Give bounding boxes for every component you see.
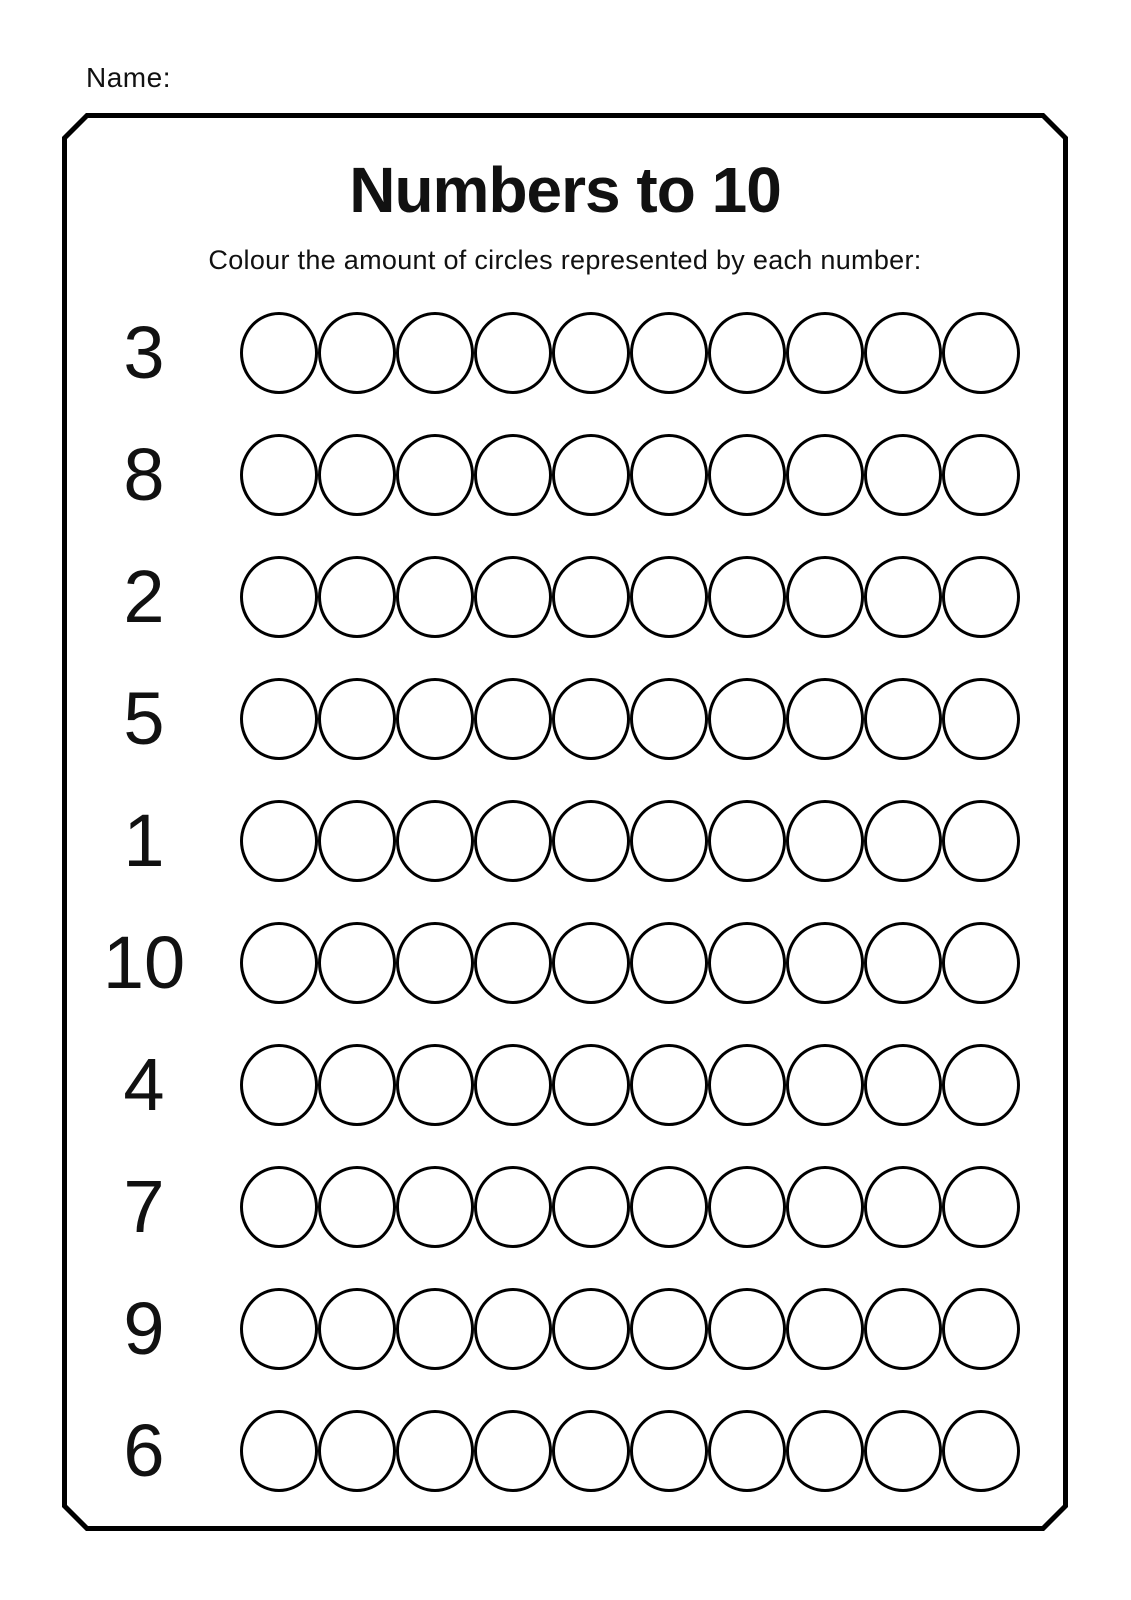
circle-strip (240, 434, 1020, 516)
colorable-circle[interactable] (474, 922, 552, 1004)
colorable-circle[interactable] (474, 556, 552, 638)
colorable-circle[interactable] (786, 1288, 864, 1370)
instruction-text: Colour the amount of circles represented by each number: (208, 245, 922, 275)
colorable-circle[interactable] (864, 1288, 942, 1370)
worksheet-row (62, 1410, 1068, 1492)
colorable-circle[interactable] (708, 312, 786, 394)
colorable-circle[interactable] (630, 312, 708, 394)
colorable-circle[interactable] (396, 1410, 474, 1492)
colorable-circle[interactable] (318, 312, 396, 394)
colorable-circle[interactable] (396, 800, 474, 882)
worksheet-frame (62, 113, 1068, 1531)
colorable-circle[interactable] (864, 312, 942, 394)
colorable-circle[interactable] (396, 678, 474, 760)
worksheet-row (62, 434, 1068, 516)
colorable-circle[interactable] (474, 1044, 552, 1126)
colorable-circle[interactable] (864, 800, 942, 882)
colorable-circle[interactable] (318, 1288, 396, 1370)
worksheet-rows (62, 312, 1068, 1492)
colorable-circle[interactable] (396, 434, 474, 516)
colorable-circle[interactable] (942, 1410, 1020, 1492)
colorable-circle[interactable] (786, 922, 864, 1004)
colorable-circle[interactable] (864, 556, 942, 638)
circle-strip (240, 1166, 1020, 1248)
colorable-circle[interactable] (786, 1044, 864, 1126)
colorable-circle[interactable] (630, 434, 708, 516)
colorable-circle[interactable] (474, 312, 552, 394)
colorable-circle[interactable] (318, 922, 396, 1004)
colorable-circle[interactable] (708, 1166, 786, 1248)
worksheet-content (62, 113, 1068, 1531)
worksheet-row (62, 312, 1068, 394)
colorable-circle[interactable] (708, 1044, 786, 1126)
colorable-circle[interactable] (942, 312, 1020, 394)
colorable-circle[interactable] (318, 800, 396, 882)
circle-strip (240, 1410, 1020, 1492)
colorable-circle[interactable] (474, 1410, 552, 1492)
colorable-circle[interactable] (942, 556, 1020, 638)
row-number-label: 6 (123, 1409, 165, 1492)
colorable-circle[interactable] (474, 1288, 552, 1370)
colorable-circle[interactable] (864, 922, 942, 1004)
worksheet-row (62, 1288, 1068, 1370)
colorable-circle[interactable] (552, 1410, 630, 1492)
colorable-circle[interactable] (708, 556, 786, 638)
colorable-circle[interactable] (708, 922, 786, 1004)
colorable-circle[interactable] (786, 1410, 864, 1492)
colorable-circle[interactable] (552, 678, 630, 760)
colorable-circle[interactable] (240, 312, 318, 394)
row-number-label: 1 (123, 799, 165, 882)
colorable-circle[interactable] (864, 434, 942, 516)
circle-strip (240, 800, 1020, 882)
colorable-circle[interactable] (630, 556, 708, 638)
circle-strip (240, 312, 1020, 394)
colorable-circle[interactable] (708, 434, 786, 516)
row-number-label: 8 (123, 433, 165, 516)
colorable-circle[interactable] (240, 922, 318, 1004)
colorable-circle[interactable] (474, 800, 552, 882)
worksheet-row (62, 678, 1068, 760)
colorable-circle[interactable] (864, 678, 942, 760)
colorable-circle[interactable] (552, 434, 630, 516)
colorable-circle[interactable] (708, 1288, 786, 1370)
circle-strip (240, 922, 1020, 1004)
page-title: Numbers to 10 (349, 154, 781, 226)
colorable-circle[interactable] (396, 922, 474, 1004)
colorable-circle[interactable] (552, 312, 630, 394)
colorable-circle[interactable] (318, 1044, 396, 1126)
colorable-circle[interactable] (786, 556, 864, 638)
colorable-circle[interactable] (786, 678, 864, 760)
colorable-circle[interactable] (942, 1166, 1020, 1248)
colorable-circle[interactable] (318, 1410, 396, 1492)
colorable-circle[interactable] (318, 556, 396, 638)
circle-strip (240, 1044, 1020, 1126)
colorable-circle[interactable] (240, 800, 318, 882)
colorable-circle[interactable] (630, 800, 708, 882)
colorable-circle[interactable] (708, 678, 786, 760)
colorable-circle[interactable] (318, 678, 396, 760)
row-number-label: 9 (123, 1287, 165, 1370)
colorable-circle[interactable] (474, 1166, 552, 1248)
colorable-circle[interactable] (630, 678, 708, 760)
row-number-label: 5 (123, 677, 165, 760)
colorable-circle[interactable] (240, 434, 318, 516)
worksheet-row (62, 556, 1068, 638)
colorable-circle[interactable] (864, 1166, 942, 1248)
colorable-circle[interactable] (240, 556, 318, 638)
worksheet-row (62, 1166, 1068, 1248)
colorable-circle[interactable] (396, 1166, 474, 1248)
colorable-circle[interactable] (708, 800, 786, 882)
colorable-circle[interactable] (240, 1288, 318, 1370)
colorable-circle[interactable] (942, 678, 1020, 760)
name-label: Name: (86, 62, 171, 93)
colorable-circle[interactable] (240, 1044, 318, 1126)
colorable-circle[interactable] (396, 312, 474, 394)
colorable-circle[interactable] (240, 1410, 318, 1492)
circle-strip (240, 1288, 1020, 1370)
colorable-circle[interactable] (630, 1166, 708, 1248)
colorable-circle[interactable] (864, 1044, 942, 1126)
circle-strip (240, 678, 1020, 760)
colorable-circle[interactable] (786, 434, 864, 516)
colorable-circle[interactable] (552, 922, 630, 1004)
colorable-circle[interactable] (396, 1044, 474, 1126)
worksheet-row (62, 1044, 1068, 1126)
colorable-circle[interactable] (396, 1288, 474, 1370)
colorable-circle[interactable] (318, 434, 396, 516)
row-number-label: 7 (123, 1165, 165, 1248)
colorable-circle[interactable] (942, 434, 1020, 516)
colorable-circle[interactable] (552, 1044, 630, 1126)
colorable-circle[interactable] (942, 800, 1020, 882)
row-number-label: 4 (123, 1043, 165, 1126)
colorable-circle[interactable] (240, 1166, 318, 1248)
colorable-circle[interactable] (396, 556, 474, 638)
row-number-label: 10 (102, 921, 186, 1004)
colorable-circle[interactable] (240, 678, 318, 760)
colorable-circle[interactable] (474, 434, 552, 516)
colorable-circle[interactable] (942, 1044, 1020, 1126)
colorable-circle[interactable] (942, 1288, 1020, 1370)
colorable-circle[interactable] (552, 800, 630, 882)
colorable-circle[interactable] (942, 922, 1020, 1004)
colorable-circle[interactable] (786, 312, 864, 394)
colorable-circle[interactable] (552, 556, 630, 638)
colorable-circle[interactable] (630, 1288, 708, 1370)
colorable-circle[interactable] (552, 1288, 630, 1370)
worksheet-row (62, 922, 1068, 1004)
colorable-circle[interactable] (630, 922, 708, 1004)
circle-strip (240, 556, 1020, 638)
colorable-circle[interactable] (552, 1166, 630, 1248)
colorable-circle[interactable] (318, 1166, 396, 1248)
colorable-circle[interactable] (864, 1410, 942, 1492)
row-number-label: 2 (123, 555, 165, 638)
colorable-circle[interactable] (786, 800, 864, 882)
worksheet-row (62, 800, 1068, 882)
colorable-circle[interactable] (786, 1166, 864, 1248)
colorable-circle[interactable] (630, 1044, 708, 1126)
row-number-label: 3 (123, 311, 165, 394)
colorable-circle[interactable] (474, 678, 552, 760)
colorable-circle[interactable] (708, 1410, 786, 1492)
colorable-circle[interactable] (630, 1410, 708, 1492)
